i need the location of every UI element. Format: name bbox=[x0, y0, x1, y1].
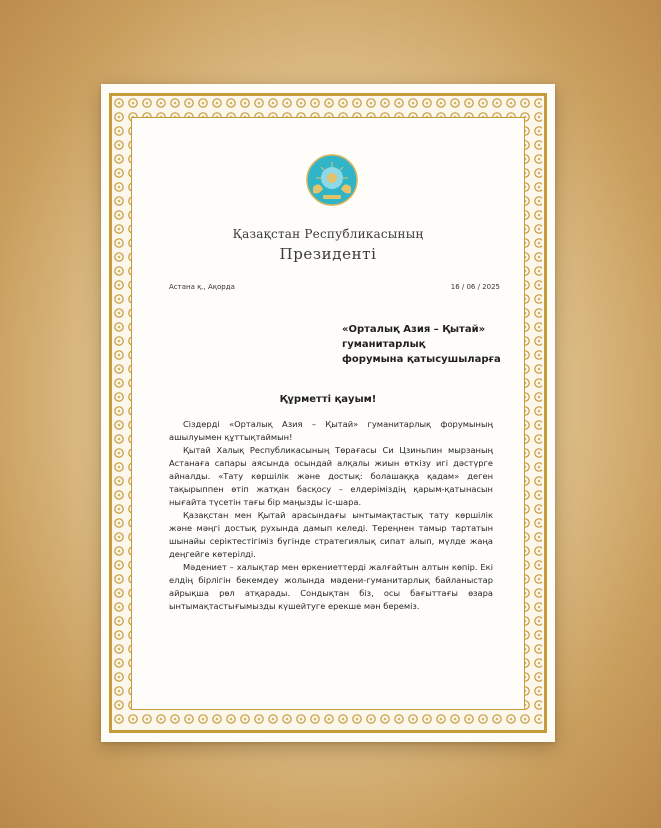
letter-body bbox=[169, 418, 493, 613]
letter-content-area bbox=[131, 117, 525, 710]
body-paragraph: Қазақстан мен Қытай арасындағы ынтымақтастық тату көршілік және мәңгі достық рухында дамып келеді. Тереңнен тамыр тартатын шынайы серіктестігіміз бүгінде стратегиялық сипат алып, мүлде жаңа деңгейге көтерілді. bbox=[169, 510, 493, 559]
letter-sheet bbox=[101, 84, 555, 742]
body-paragraph: Сіздерді «Орталық Азия – Қытай» гуманитарлық форумының ашылуымен құттықтаймын! bbox=[169, 419, 493, 442]
state-emblem-icon bbox=[305, 153, 359, 207]
body-paragraph: Қытай Халық Республикасының Төрағасы Си Цзиньпин мырзаның Астанаға сапары аясында осындай алқалы жиын өткізу игі дәстүрге айналды. «Тату көршілік және достық: болашаққа қадам» деген тақырыппен өтіп жатқан басқосу – елдеріміздің қарым-қатынасын нығайта түсетін тағы бір маңызды іс-шара. bbox=[169, 445, 493, 507]
addressee-block bbox=[342, 322, 517, 367]
institution-title: Президенті bbox=[279, 245, 377, 263]
addressee-line: «Орталық Азия – Қытай» bbox=[342, 324, 486, 335]
greeting: Құрметті қауым! bbox=[279, 394, 377, 405]
institution-name: Қазақстан Республикасының bbox=[232, 227, 424, 241]
ornamental-border bbox=[109, 93, 547, 733]
letter-place: Астана қ., Ақорда bbox=[169, 283, 235, 291]
body-paragraph: Мәдениет – халықтар мен өркениеттерді жалғайтын алтын көпір. Екі елдің бірлігін бекемдеу жолында мәдени-гуманитарлық байланыстар айрықша рөл атқарады. Сондықтан біз, осы бағыттағы өзара ынтымақтастығымызды күшейтуге ерекше мән береміз. bbox=[169, 562, 493, 611]
letter-date: 16 / 06 / 2025 bbox=[450, 283, 500, 291]
addressee-line: форумына қатысушыларға bbox=[342, 354, 501, 365]
addressee-line: гуманитарлық bbox=[342, 339, 426, 350]
